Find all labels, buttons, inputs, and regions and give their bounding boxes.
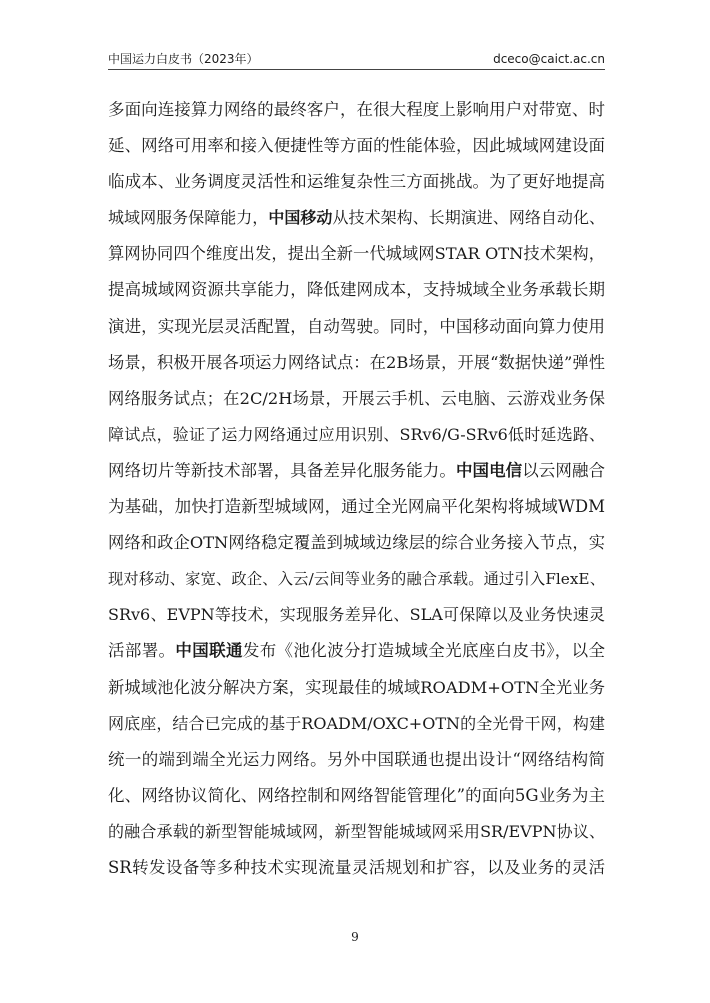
text-line: 为基础，加快打造新型城域网，通过全光网扁平化架构将城域WDM bbox=[108, 497, 605, 517]
text-line: 演进，实现光层灵活配置，自动驾驶。同时，中国移动面向算力使用 bbox=[108, 316, 605, 336]
text-line: 化、网络协议简化、网络控制和网络智能管理化”的面向5G业务为主 bbox=[108, 785, 605, 805]
text-line: 临成本、业务调度灵活性和运维复杂性三方面挑战。为了更好地提高 bbox=[108, 172, 605, 192]
text-line: 的融合承载的新型智能城域网，新型智能城域网采用SR/EVPN协议、 bbox=[108, 821, 605, 841]
text-line: 障试点，验证了运力网络通过应用识别、SRv6/G-SRv6低时延选路、 bbox=[108, 424, 605, 444]
text-line: 活部署。中国联通发布《池化波分打造城域全光底座白皮书》，以全 bbox=[108, 641, 605, 661]
text-line: 网底座，结合已完成的基于ROADM/OXC+OTN的全光骨干网，构建 bbox=[108, 713, 605, 733]
org-name: 中国移动 bbox=[268, 208, 333, 228]
org-name: 中国电信 bbox=[455, 460, 523, 480]
page-number: 9 bbox=[351, 930, 359, 944]
org-name: 中国联通 bbox=[175, 641, 243, 661]
page-header bbox=[108, 44, 605, 70]
text-line: 算网协同四个维度出发，提出全新一代城域网STAR OTN技术架构， bbox=[108, 244, 605, 264]
body-text bbox=[108, 92, 605, 886]
text-line: 网络和政企OTN网络稳定覆盖到城域边缘层的综合业务接入节点，实 bbox=[108, 533, 605, 553]
text-line: SR转发设备等多种技术实现流量灵活规划和扩容，以及业务的灵活 bbox=[108, 857, 605, 877]
text-line: 现对移动、家宽、政企、入云/云间等业务的融合承载。通过引入FlexE、 bbox=[108, 570, 605, 589]
text-line: 城域网服务保障能力，中国移动从技术架构、长期演进、网络自动化、 bbox=[108, 208, 605, 228]
text-line: 新城域池化波分解决方案，实现最佳的城域ROADM+OTN全光业务 bbox=[108, 677, 605, 697]
text-line: 场景，积极开展各项运力网络试点：在2B场景，开展“数据快递”弹性 bbox=[108, 352, 605, 372]
text-line: SRv6、EVPN等技术，实现服务差异化、SLA可保障以及业务快速灵 bbox=[108, 605, 605, 625]
header-title: 中国运力白皮书（2023年） bbox=[108, 52, 259, 66]
text-line: 延、网络可用率和接入便捷性等方面的性能体验，因此城域网建设面 bbox=[108, 136, 605, 156]
text-line: 统一的端到端全光运力网络。另外中国联通也提出设计“网络结构简 bbox=[108, 749, 605, 769]
text-line: 多面向连接算力网络的最终客户，在很大程度上影响用户对带宽、时 bbox=[108, 100, 605, 119]
text-line: 网络服务试点；在2C/2H场景，开展云手机、云电脑、云游戏业务保 bbox=[108, 388, 605, 408]
text-line: 网络切片等新技术部署，具备差异化服务能力。中国电信以云网融合 bbox=[108, 460, 605, 480]
text-line: 提高城域网资源共享能力，降低建网成本，支持城域全业务承载长期 bbox=[108, 280, 605, 300]
header-email: dceco@caict.ac.cn bbox=[493, 52, 605, 66]
